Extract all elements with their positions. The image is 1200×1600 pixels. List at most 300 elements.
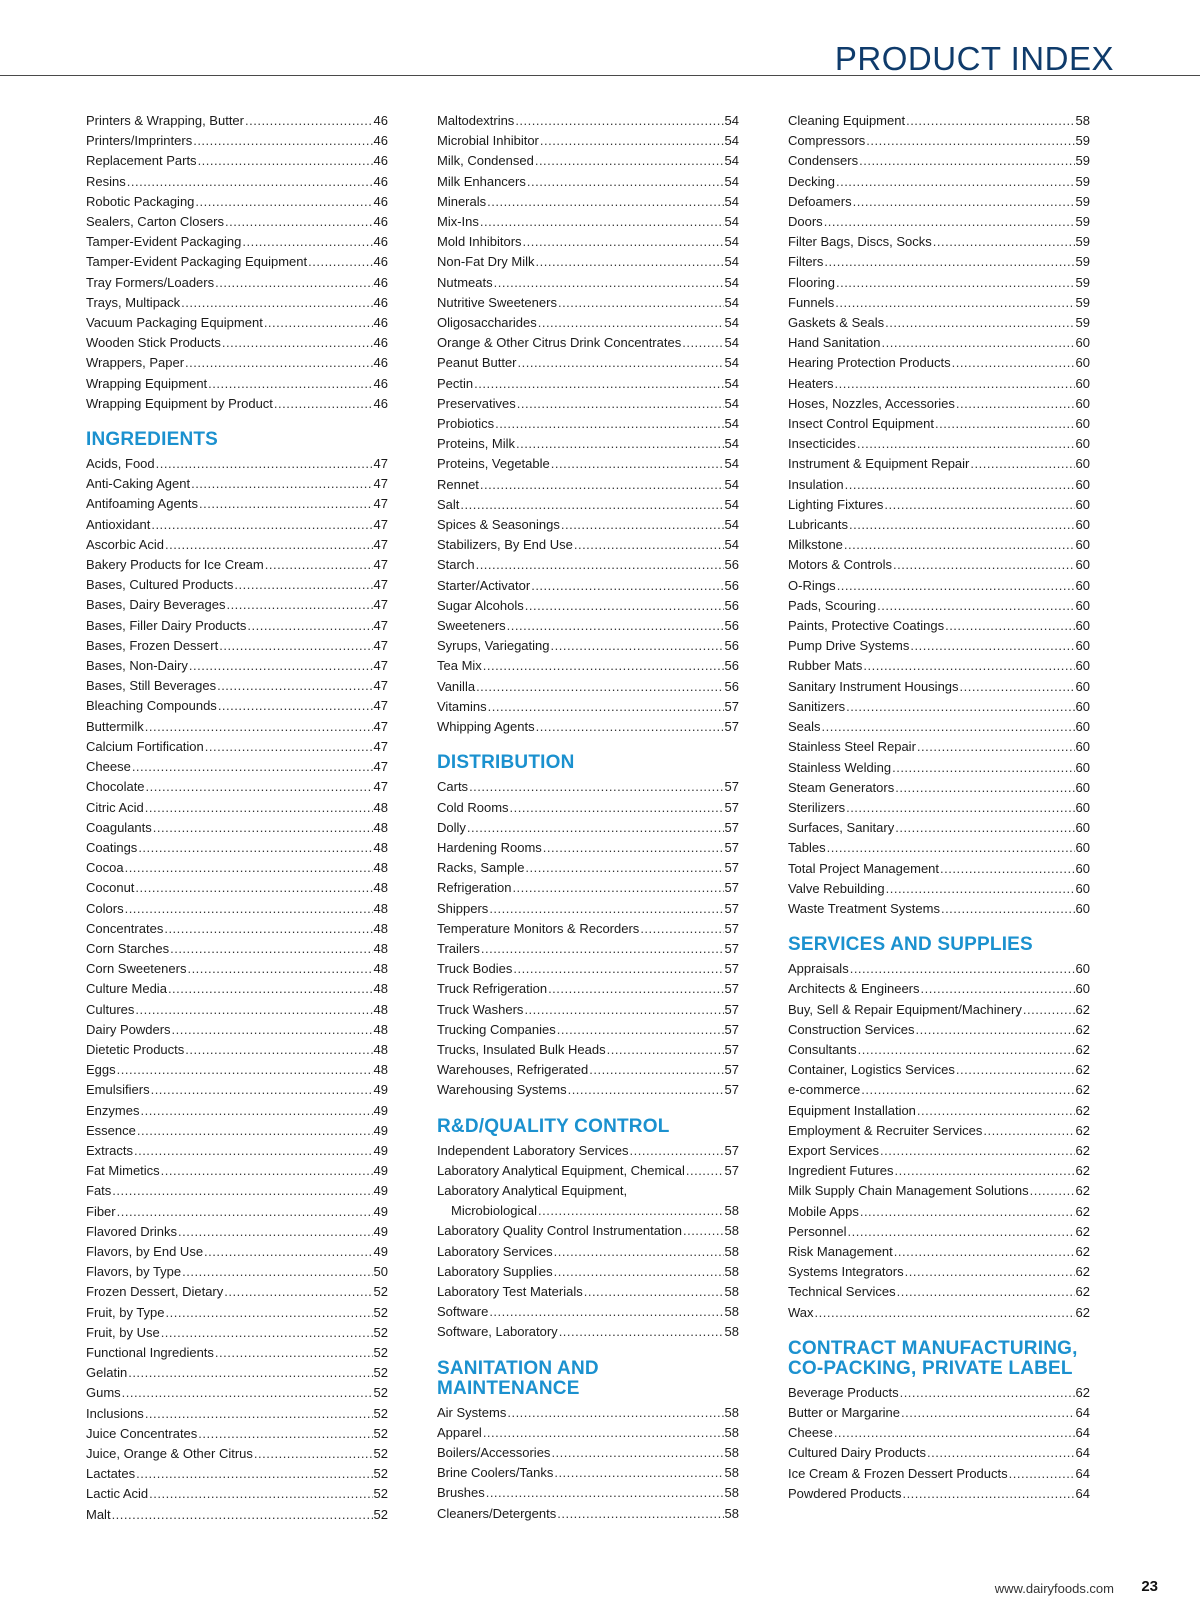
entry-name: Milk Supply Chain Management Solutions xyxy=(788,1183,1029,1199)
entry-page-number: 47 xyxy=(373,637,388,653)
entry-name: Tamper-Evident Packaging xyxy=(86,234,242,250)
entry-name: Fat Mimetics xyxy=(86,1163,160,1179)
dot-leader xyxy=(906,111,1074,131)
entry-name: Wax xyxy=(788,1304,814,1320)
index-column-2 xyxy=(437,111,739,1524)
entry-name: Chocolate xyxy=(86,779,145,795)
dot-leader xyxy=(117,1202,373,1222)
dot-leader xyxy=(824,252,1074,272)
entry-name: Tamper-Evident Packaging Equipment xyxy=(86,254,308,270)
entry-page-number: 56 xyxy=(724,638,739,654)
entry-page-number: 48 xyxy=(373,819,388,835)
entry-name: Mix-Ins xyxy=(437,214,479,230)
entry-page-number: 62 xyxy=(1075,1122,1090,1138)
dot-leader xyxy=(910,636,1074,656)
entry-page-number: 47 xyxy=(373,718,388,734)
dot-leader xyxy=(525,858,723,878)
entry-page-number: 46 xyxy=(373,375,388,391)
entry-name: Preservatives xyxy=(437,395,516,411)
entry-page-number: 60 xyxy=(1075,436,1090,452)
entry-name: Replacement Parts xyxy=(86,153,197,169)
entry-name: Container, Logistics Services xyxy=(788,1062,955,1078)
dot-leader xyxy=(467,818,724,838)
entry-page-number: 62 xyxy=(1075,1183,1090,1199)
entry-name: Starch xyxy=(437,557,475,573)
entry-page-number: 49 xyxy=(373,1082,388,1098)
dot-leader xyxy=(557,1020,724,1040)
index-column-3 xyxy=(788,111,1090,1504)
entry-name: Citric Acid xyxy=(86,799,144,815)
index-entry xyxy=(437,1423,739,1443)
entry-page-number: 57 xyxy=(724,1162,739,1178)
entry-page-number: 60 xyxy=(1075,618,1090,634)
index-entry xyxy=(437,656,739,676)
entry-name: Butter or Margarine xyxy=(788,1404,900,1420)
entry-name: Personnel xyxy=(788,1223,847,1239)
entry-page-number: 56 xyxy=(724,658,739,674)
entry-page-number: 58 xyxy=(1075,113,1090,128)
entry-page-number: 62 xyxy=(1075,1223,1090,1239)
index-entry xyxy=(86,1101,388,1121)
entry-page-number: 49 xyxy=(373,1183,388,1199)
dot-leader xyxy=(265,555,373,575)
dot-leader xyxy=(858,1040,1075,1060)
dot-leader xyxy=(178,1222,373,1242)
index-entry xyxy=(437,919,739,939)
section-heading: R&D/QUALITY CONTROL xyxy=(437,1115,670,1137)
entry-page-number: 64 xyxy=(1075,1465,1090,1481)
index-entry xyxy=(86,1383,388,1403)
dot-leader xyxy=(945,616,1074,636)
index-entry xyxy=(86,838,388,858)
entry-name: Milk Enhancers xyxy=(437,173,526,189)
dot-leader xyxy=(153,818,373,838)
dot-leader xyxy=(1030,1181,1075,1201)
entry-page-number: 48 xyxy=(373,920,388,936)
entry-name: O-Rings xyxy=(788,577,836,593)
entry-page-number: 60 xyxy=(1075,961,1090,977)
dot-leader xyxy=(254,1444,373,1464)
dot-leader xyxy=(193,131,372,151)
entry-name: Microbial Inhibitor xyxy=(437,133,539,149)
entry-name: Warehousing Systems xyxy=(437,1082,567,1098)
dot-leader xyxy=(1009,1464,1075,1484)
dot-leader xyxy=(927,1443,1075,1463)
dot-leader xyxy=(956,1060,1075,1080)
index-entry xyxy=(437,333,739,353)
index-entry xyxy=(86,1484,388,1504)
entry-page-number: 48 xyxy=(373,839,388,855)
entry-page-number: 62 xyxy=(1075,1284,1090,1300)
entry-page-number: 57 xyxy=(724,1142,739,1158)
dot-leader xyxy=(189,656,373,676)
entry-page-number: 60 xyxy=(1075,476,1090,492)
entry-name: Anti-Caking Agent xyxy=(86,476,191,492)
entry-page-number: 59 xyxy=(1075,214,1090,230)
entry-page-number: 62 xyxy=(1075,1163,1090,1179)
entry-name: Proteins, Vegetable xyxy=(437,456,550,472)
entry-name: Stainless Welding xyxy=(788,759,892,775)
dot-leader xyxy=(483,656,724,676)
index-entry xyxy=(788,1262,1090,1282)
entry-page-number: 47 xyxy=(373,759,388,775)
index-entry xyxy=(788,1121,1090,1141)
section-heading: SANITATION AND MAINTENANCE xyxy=(437,1357,599,1399)
entry-name: Fruit, by Use xyxy=(86,1324,160,1340)
entry-page-number: 58 xyxy=(724,1324,739,1340)
index-entry xyxy=(788,1202,1090,1222)
index-entry xyxy=(437,495,739,515)
index-entry xyxy=(86,616,388,636)
dot-leader xyxy=(204,1242,372,1262)
entry-page-number: 60 xyxy=(1075,638,1090,654)
index-entry xyxy=(86,394,388,414)
entry-name: Flavored Drinks xyxy=(86,1223,178,1239)
entry-page-number: 47 xyxy=(373,597,388,613)
entry-name: Software xyxy=(437,1304,489,1320)
dot-leader xyxy=(849,515,1075,535)
entry-page-number: 59 xyxy=(1075,254,1090,270)
dot-leader xyxy=(584,1282,724,1302)
index-entry xyxy=(86,777,388,797)
section-heading: INGREDIENTS xyxy=(86,429,219,451)
entry-page-number: 60 xyxy=(1075,678,1090,694)
entry-page-number: 54 xyxy=(724,294,739,310)
index-entry xyxy=(437,979,739,999)
index-entry xyxy=(788,1060,1090,1080)
entry-name: Extracts xyxy=(86,1142,133,1158)
dot-leader xyxy=(844,535,1075,555)
entry-page-number: 52 xyxy=(373,1446,388,1461)
entry-name: Cheese xyxy=(788,1425,833,1441)
entry-page-number: 48 xyxy=(373,1062,388,1078)
entry-name: Probiotics xyxy=(437,416,495,432)
entry-page-number: 60 xyxy=(1075,759,1090,775)
entry-name: Essence xyxy=(86,1122,136,1138)
index-entry xyxy=(86,676,388,696)
entry-name: Fats xyxy=(86,1183,112,1199)
entry-page-number: 46 xyxy=(373,153,388,169)
entry-name: Cultures xyxy=(86,1001,135,1017)
entry-page-number: 58 xyxy=(724,1223,739,1239)
entry-name: Steam Generators xyxy=(788,779,895,795)
entry-page-number: 60 xyxy=(1075,779,1090,795)
dot-leader xyxy=(857,434,1075,454)
entry-page-number: 47 xyxy=(373,476,388,492)
entry-page-number: 46 xyxy=(373,234,388,250)
dot-leader xyxy=(882,333,1075,353)
entry-page-number: 59 xyxy=(1075,193,1090,209)
dot-leader xyxy=(525,596,724,616)
dot-leader xyxy=(182,1262,372,1282)
index-entry xyxy=(788,232,1090,252)
entry-page-number: 57 xyxy=(724,880,739,896)
index-entry xyxy=(86,374,388,394)
index-entry xyxy=(788,1282,1090,1302)
index-entry xyxy=(437,1443,739,1463)
entry-name: Ice Cream & Frozen Dessert Products xyxy=(788,1465,1008,1481)
entry-page-number: 46 xyxy=(373,113,388,128)
dot-leader xyxy=(481,939,724,959)
entry-page-number: 62 xyxy=(1075,1142,1090,1158)
dot-leader xyxy=(215,273,372,293)
entry-page-number: 58 xyxy=(724,1465,739,1481)
dot-leader xyxy=(559,1322,724,1342)
dot-leader xyxy=(489,899,723,919)
entry-name: Sweeteners xyxy=(437,618,506,634)
index-entry xyxy=(788,596,1090,616)
entry-name: Printers & Wrapping, Butter xyxy=(86,113,244,128)
footer-page-number: 23 xyxy=(1141,1578,1158,1595)
entry-name: Technical Services xyxy=(788,1284,896,1300)
dot-leader xyxy=(489,1302,723,1322)
index-entry xyxy=(437,151,739,171)
entry-page-number: 47 xyxy=(373,557,388,573)
index-entry xyxy=(86,757,388,777)
index-entry xyxy=(437,515,739,535)
entry-name: Paints, Protective Coatings xyxy=(788,618,945,634)
index-entry xyxy=(788,111,1090,131)
index-entry xyxy=(86,252,388,272)
entry-page-number: 54 xyxy=(724,456,739,472)
entry-page-number: 57 xyxy=(724,940,739,956)
index-entry xyxy=(788,1181,1090,1201)
entry-name: Wooden Stick Products xyxy=(86,335,221,351)
index-entry xyxy=(437,959,739,979)
index-entry xyxy=(86,313,388,333)
index-entry xyxy=(437,252,739,272)
entry-page-number: 60 xyxy=(1075,597,1090,613)
index-entry xyxy=(788,576,1090,596)
dot-leader xyxy=(507,1403,723,1423)
dot-leader xyxy=(469,777,723,797)
dot-leader xyxy=(146,777,373,797)
entry-page-number: 47 xyxy=(373,516,388,532)
entry-name: Compressors xyxy=(788,133,866,149)
index-entry xyxy=(86,595,388,615)
entry-name: Flavors, by Type xyxy=(86,1264,182,1280)
dot-leader xyxy=(151,515,372,535)
index-entry xyxy=(437,1483,739,1503)
dot-leader xyxy=(554,1262,724,1282)
index-entry xyxy=(86,474,388,494)
index-entry xyxy=(788,535,1090,555)
entry-page-number: 56 xyxy=(724,577,739,593)
dot-leader xyxy=(474,374,723,394)
index-entry xyxy=(86,798,388,818)
entry-page-number: 54 xyxy=(724,234,739,250)
index-entry xyxy=(86,636,388,656)
index-entry xyxy=(788,758,1090,778)
dot-leader xyxy=(222,333,373,353)
entry-page-number: 57 xyxy=(724,779,739,795)
dot-leader xyxy=(952,353,1075,373)
entry-page-number: 54 xyxy=(724,436,739,452)
entry-name: Cultured Dairy Products xyxy=(788,1445,926,1461)
entry-name: Cold Rooms xyxy=(437,799,509,815)
entry-name: Tray Formers/Loaders xyxy=(86,274,215,290)
dot-leader xyxy=(551,454,724,474)
entry-name: Funnels xyxy=(788,294,835,310)
index-entry xyxy=(788,313,1090,333)
index-entry xyxy=(86,979,388,999)
dot-leader xyxy=(308,252,372,272)
entry-name: Beverage Products xyxy=(788,1384,899,1400)
entry-page-number: 46 xyxy=(373,355,388,371)
entry-page-number: 54 xyxy=(724,476,739,492)
dot-leader xyxy=(117,1060,373,1080)
dot-leader xyxy=(895,1161,1075,1181)
index-entry xyxy=(86,1202,388,1222)
entry-name: Oligosaccharides xyxy=(437,315,537,331)
entry-page-number: 48 xyxy=(373,940,388,956)
index-entry xyxy=(788,818,1090,838)
dot-leader xyxy=(518,353,724,373)
entry-page-number: 52 xyxy=(373,1284,388,1300)
index-entry xyxy=(86,696,388,716)
entry-page-number: 57 xyxy=(724,1041,739,1057)
entry-name: Shippers xyxy=(437,900,489,916)
entry-page-number: 49 xyxy=(373,1142,388,1158)
entry-name: Functional Ingredients xyxy=(86,1344,214,1360)
index-entry xyxy=(788,959,1090,979)
entry-name: Calcium Fortification xyxy=(86,738,204,754)
dot-leader xyxy=(495,414,723,434)
entry-name: Gelatin xyxy=(86,1365,128,1381)
dot-leader xyxy=(607,1040,724,1060)
entry-name: Laboratory Supplies xyxy=(437,1263,553,1279)
dot-leader xyxy=(686,1161,724,1181)
entry-name: Mold Inhibitors xyxy=(437,234,522,250)
entry-page-number: 52 xyxy=(373,1405,388,1421)
entry-name: Coagulants xyxy=(86,819,152,835)
entry-page-number: 52 xyxy=(373,1506,388,1522)
dot-leader xyxy=(145,717,373,737)
entry-name: Lactates xyxy=(86,1466,136,1482)
dot-leader xyxy=(199,494,373,514)
entry-page-number: 54 xyxy=(724,315,739,331)
entry-page-number: 47 xyxy=(373,496,388,512)
dot-leader xyxy=(900,1383,1075,1403)
entry-name: Malt xyxy=(86,1506,111,1522)
index-entry xyxy=(788,1000,1090,1020)
section-heading: DISTRIBUTION xyxy=(437,752,575,774)
dot-leader xyxy=(185,353,373,373)
dot-leader xyxy=(476,677,723,697)
entry-name: Truck Refrigeration xyxy=(437,981,548,997)
entry-name: Laboratory Quality Control Instrumentation xyxy=(437,1223,682,1239)
entry-name: Hand Sanitation xyxy=(788,335,881,351)
entry-page-number: 62 xyxy=(1075,1203,1090,1219)
index-entry xyxy=(788,151,1090,171)
index-entry xyxy=(437,1262,739,1282)
page-title: PRODUCT INDEX xyxy=(834,40,1114,77)
entry-page-number: 54 xyxy=(724,274,739,290)
dot-leader xyxy=(815,1303,1075,1323)
entry-page-number: 62 xyxy=(1075,1021,1090,1037)
dot-leader xyxy=(558,293,724,313)
entry-page-number: 62 xyxy=(1075,1102,1090,1118)
entry-page-number: 52 xyxy=(373,1486,388,1502)
dot-leader xyxy=(535,151,724,171)
dot-leader xyxy=(682,333,723,353)
dot-leader xyxy=(205,737,373,757)
dot-leader xyxy=(835,374,1075,394)
entry-page-number: 46 xyxy=(373,335,388,351)
dot-leader xyxy=(935,414,1075,434)
entry-page-number: 59 xyxy=(1075,234,1090,250)
entry-page-number: 54 xyxy=(724,537,739,553)
dot-leader xyxy=(515,111,723,131)
dot-leader xyxy=(185,1040,372,1060)
index-entry xyxy=(788,1222,1090,1242)
entry-page-number: 48 xyxy=(373,1021,388,1037)
entry-page-number: 60 xyxy=(1075,517,1090,533)
entry-name: Fiber xyxy=(86,1203,116,1219)
entry-page-number: 52 xyxy=(373,1425,388,1441)
index-entry xyxy=(788,1464,1090,1484)
index-entry xyxy=(788,778,1090,798)
dot-leader xyxy=(127,172,373,192)
dot-leader xyxy=(128,1363,372,1383)
entry-page-number: 59 xyxy=(1075,274,1090,290)
entry-page-number: 47 xyxy=(373,678,388,694)
index-entry xyxy=(86,293,388,313)
entry-name: Rennet xyxy=(437,476,479,492)
index-entry xyxy=(86,818,388,838)
dot-leader xyxy=(941,899,1075,919)
entry-name: Buy, Sell & Repair Equipment/Machinery xyxy=(788,1001,1022,1017)
entry-name: Milkstone xyxy=(788,537,843,553)
entry-page-number: 48 xyxy=(373,860,388,876)
entry-name: Vitamins xyxy=(437,698,487,714)
index-entry xyxy=(86,1303,388,1323)
dot-leader xyxy=(845,475,1075,495)
entry-name: Ascorbic Acid xyxy=(86,536,165,552)
index-entry xyxy=(788,616,1090,636)
index-entry xyxy=(437,1020,739,1040)
dot-leader xyxy=(983,1121,1074,1141)
entry-page-number: 48 xyxy=(373,900,388,916)
entry-name: Seals xyxy=(788,719,821,735)
dot-leader xyxy=(166,1303,373,1323)
entry-name: Bases, Cultured Products xyxy=(86,577,234,593)
entry-name: Flooring xyxy=(788,274,835,290)
index-entry xyxy=(86,1141,388,1161)
entry-page-number: 60 xyxy=(1075,981,1090,997)
entry-name: Independent Laboratory Services xyxy=(437,1142,629,1158)
dot-leader xyxy=(112,1505,373,1525)
index-entry xyxy=(788,192,1090,212)
entry-name: Truck Bodies xyxy=(437,961,513,977)
entry-page-number: 60 xyxy=(1075,658,1090,674)
entry-page-number: 57 xyxy=(724,860,739,876)
dot-leader xyxy=(198,1424,372,1444)
dot-leader xyxy=(960,677,1075,697)
entry-page-number: 64 xyxy=(1075,1425,1090,1441)
entry-name: Fruit, by Type xyxy=(86,1304,165,1320)
entry-page-number: 57 xyxy=(724,1001,739,1017)
entry-name: Syrups, Variegating xyxy=(437,638,550,654)
dot-leader xyxy=(905,1262,1075,1282)
index-entry xyxy=(86,232,388,252)
entry-name: Wrapping Equipment by Product xyxy=(86,395,273,411)
index-entry xyxy=(437,1242,739,1262)
entry-name: Sanitary Instrument Housings xyxy=(788,678,959,694)
entry-name: Valve Rebuilding xyxy=(788,880,885,896)
index-entry xyxy=(86,111,388,131)
dot-leader xyxy=(245,111,373,131)
